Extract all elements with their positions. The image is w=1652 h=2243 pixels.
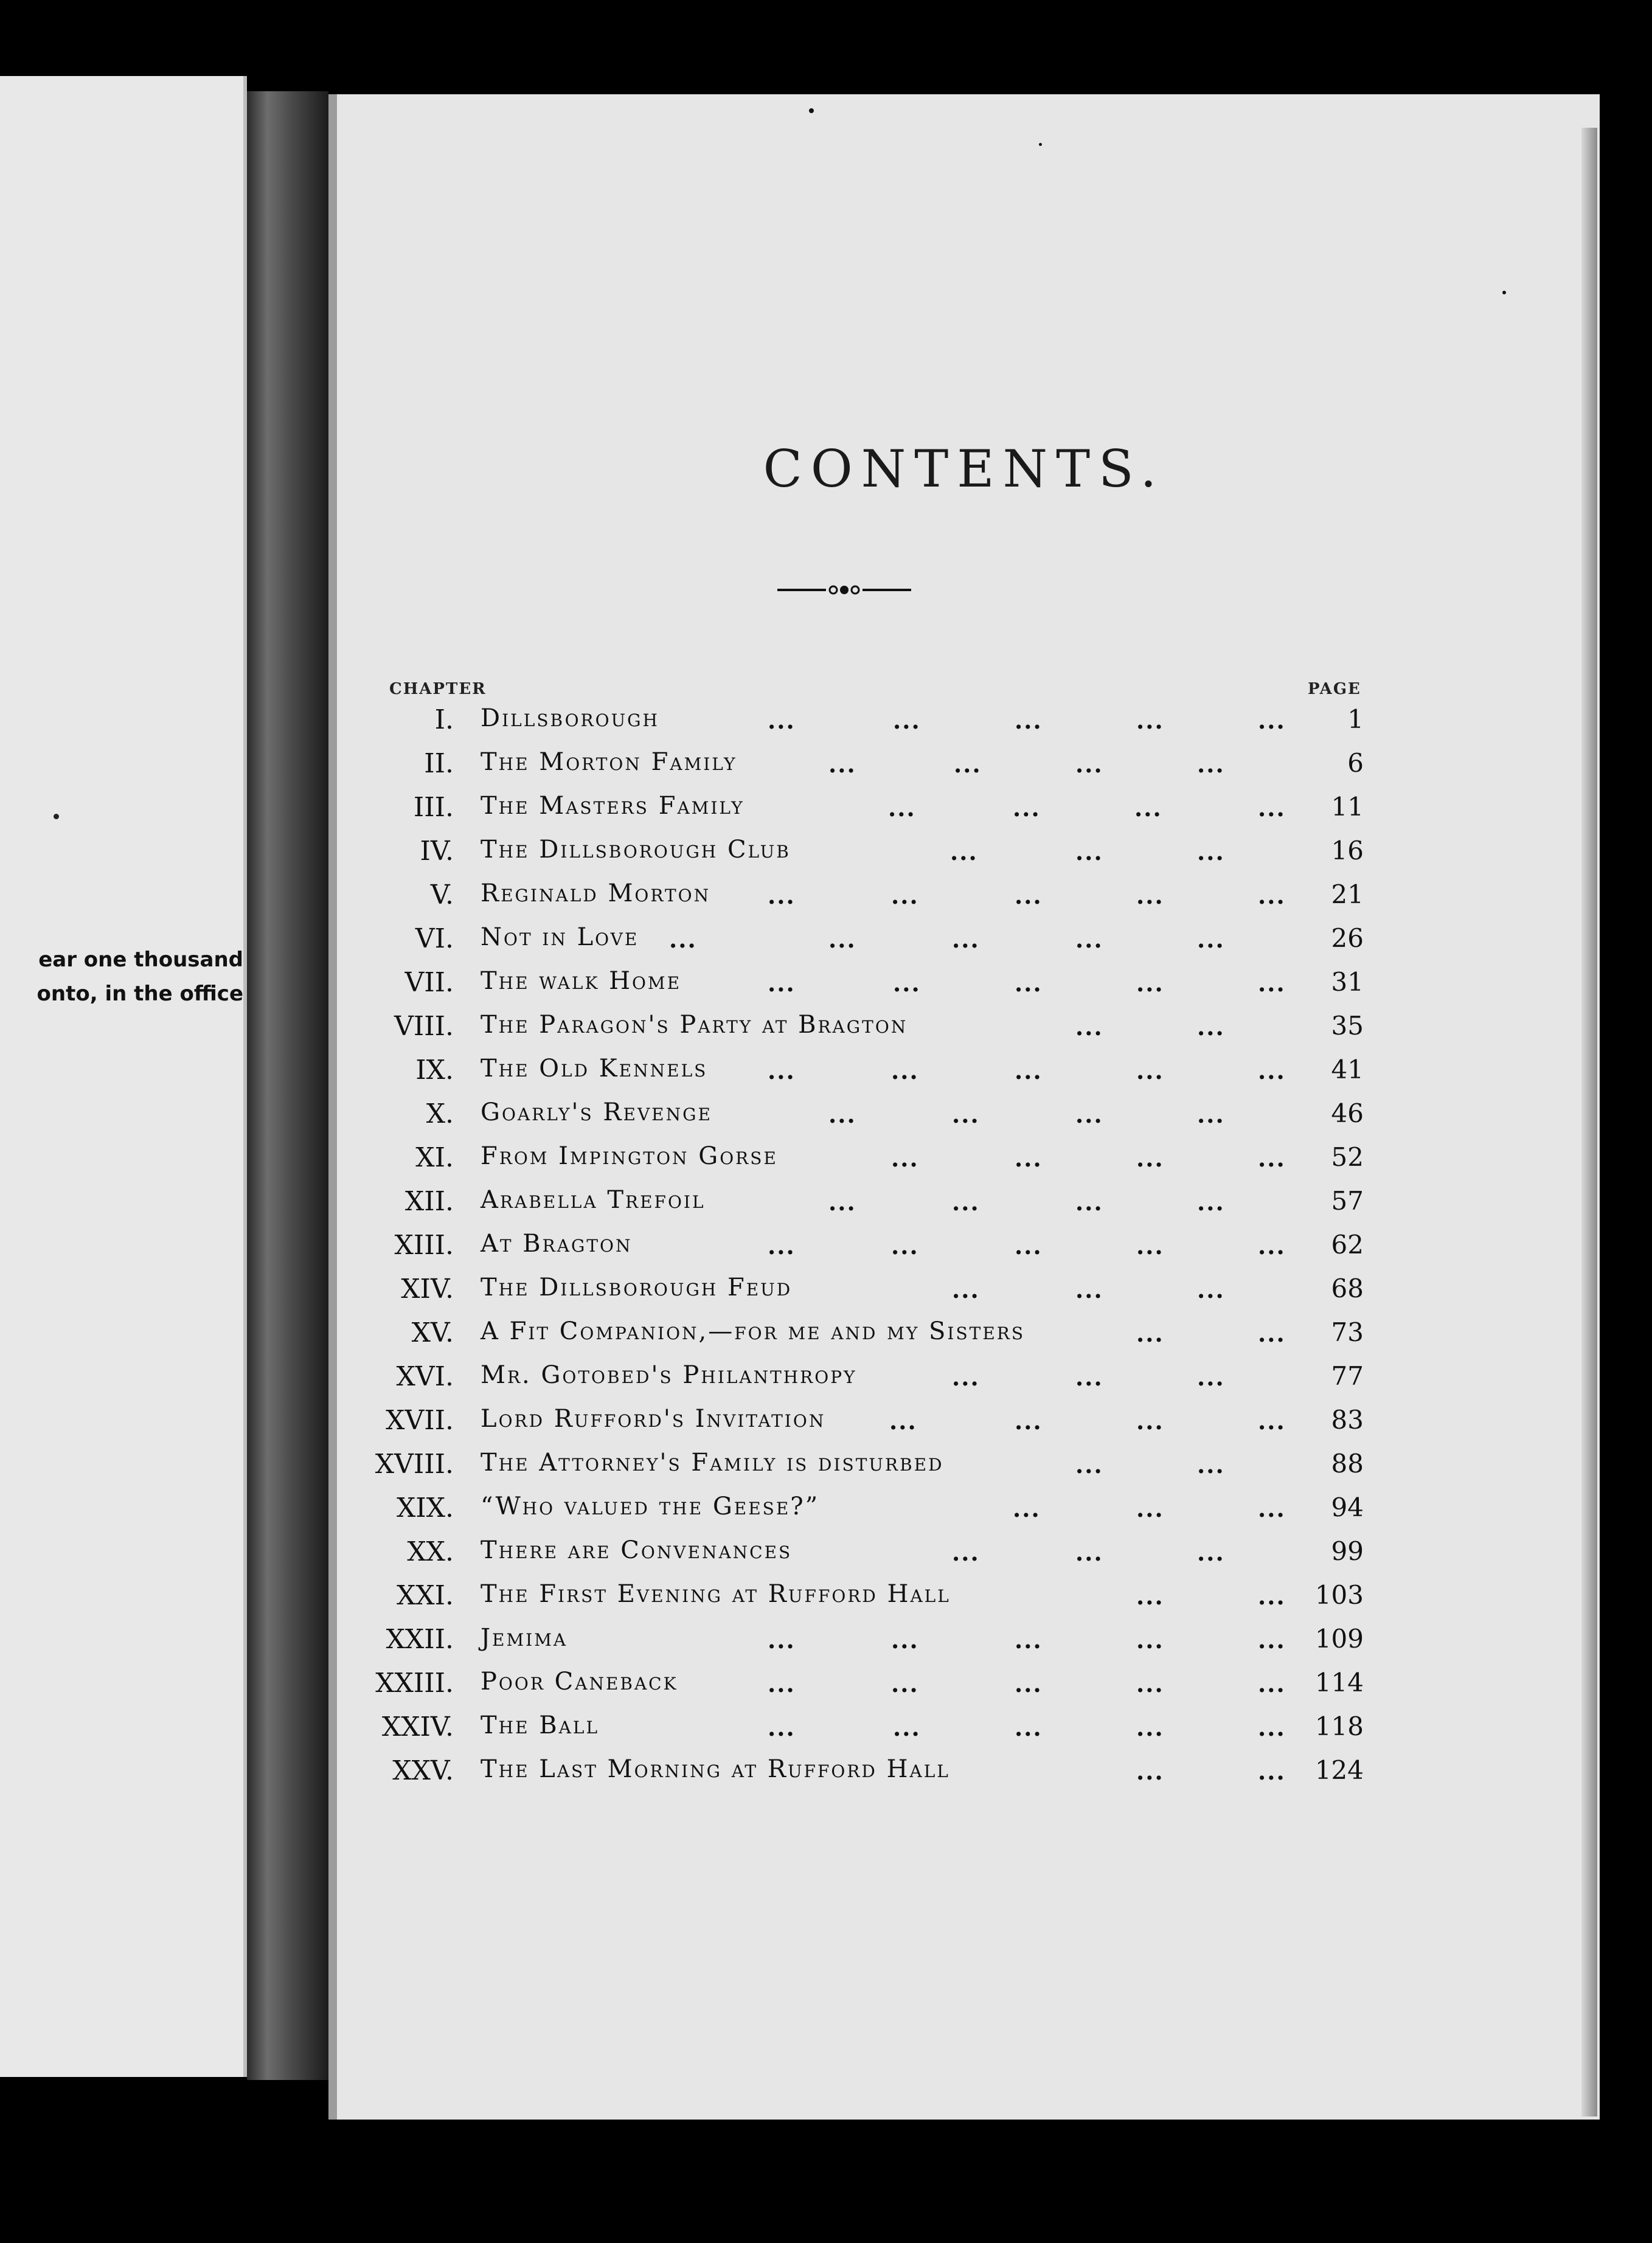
dot-leader: ...	[952, 1364, 980, 1391]
chapter-title: Lord Rufford's Invitation	[481, 1405, 826, 1433]
dot-leader: ...	[1258, 707, 1286, 734]
dot-leader: ...	[893, 1714, 921, 1741]
dot-leader: ...	[1134, 794, 1162, 822]
dot-leader: ...	[1075, 751, 1103, 778]
dot-leader: ...	[1136, 1145, 1164, 1172]
left-page-line-1: ear one thousand	[38, 948, 243, 972]
dot-leader: ...	[1136, 707, 1164, 734]
dot-leader: ...	[1258, 1145, 1286, 1172]
dot-leader: ...	[1075, 1539, 1103, 1566]
chapter-title: From Impington Gorse	[481, 1142, 778, 1170]
chapter-page: 99	[1331, 1536, 1364, 1566]
chapter-page: 118	[1314, 1711, 1364, 1741]
page-title: CONTENTS.	[763, 439, 1165, 499]
dot-leader: ...	[1015, 1145, 1043, 1172]
chapter-title: There are Convenances	[481, 1536, 793, 1564]
chapter-number: XXIII.	[375, 1668, 454, 1699]
dot-leader: ...	[669, 926, 697, 953]
chapter-page: 21	[1331, 879, 1364, 909]
chapter-title: At Bragton	[481, 1230, 633, 1258]
dot-leader: ...	[1136, 1714, 1164, 1741]
dot-leader: ...	[828, 1101, 856, 1128]
dot-leader: ...	[952, 1276, 980, 1303]
chapter-page: 83	[1331, 1405, 1364, 1435]
toc-row	[0, 1668, 1652, 1711]
toc-row	[0, 704, 1652, 748]
speck	[1502, 291, 1506, 294]
chapter-page: 103	[1314, 1580, 1364, 1610]
toc-row	[0, 1361, 1652, 1405]
dot-leader: ...	[768, 1670, 796, 1697]
dot-leader: ...	[1136, 1626, 1164, 1654]
toc-row	[0, 836, 1652, 879]
dot-leader: ...	[1258, 1495, 1286, 1522]
dot-leader: ...	[1136, 1320, 1164, 1347]
speck	[1039, 143, 1042, 146]
chapter-number: VII.	[404, 967, 454, 998]
dot-leader: ...	[889, 1407, 917, 1435]
chapter-title: The Old Kennels	[481, 1055, 708, 1083]
dot-leader: ...	[1136, 1232, 1164, 1260]
chapter-number: XXI.	[396, 1580, 454, 1611]
dot-leader: ...	[891, 882, 919, 909]
toc-row	[0, 1624, 1652, 1668]
toc-row	[0, 1098, 1652, 1142]
chapter-title: A Fit Companion,—for me and my Sisters	[481, 1317, 1026, 1345]
dot-leader: ...	[1136, 1495, 1164, 1522]
dot-leader: ...	[888, 794, 916, 822]
dot-leader: ...	[1258, 1626, 1286, 1654]
dot-leader: ...	[1197, 751, 1225, 778]
chapter-title: The Attorney's Family is disturbed	[481, 1449, 944, 1477]
toc-row	[0, 1274, 1652, 1317]
chapter-number: XIII.	[394, 1230, 454, 1261]
chapter-number: VIII.	[394, 1011, 454, 1042]
toc-row	[0, 1317, 1652, 1361]
dot-leader: ...	[1197, 1364, 1225, 1391]
dot-leader: ...	[1258, 1320, 1286, 1347]
dot-leader: ...	[952, 1101, 980, 1128]
chapter-number: XIV.	[401, 1274, 454, 1305]
toc-row	[0, 1755, 1652, 1799]
dot-leader: ...	[768, 882, 796, 909]
toc-row	[0, 1711, 1652, 1755]
chapter-page: 41	[1331, 1055, 1364, 1084]
chapter-page: 68	[1331, 1274, 1364, 1303]
dot-leader: ...	[1136, 1758, 1164, 1785]
chapter-page: 35	[1331, 1011, 1364, 1041]
speck	[809, 108, 814, 113]
chapter-number: VI.	[415, 923, 454, 954]
dot-leader: ...	[1015, 707, 1043, 734]
dot-leader: ...	[1015, 1057, 1043, 1084]
chapter-title: Not in Love	[481, 923, 639, 951]
toc-row	[0, 1011, 1652, 1055]
dot-leader: ...	[1015, 882, 1043, 909]
dot-leader: ...	[1258, 1714, 1286, 1741]
dot-leader: ...	[1075, 1451, 1103, 1479]
dot-leader: ...	[828, 926, 856, 953]
toc-row	[0, 1449, 1652, 1492]
toc-row	[0, 1492, 1652, 1536]
dot-leader: ...	[1258, 1670, 1286, 1697]
dot-leader: ...	[1258, 969, 1286, 997]
toc-row	[0, 1186, 1652, 1230]
dot-leader: ...	[1013, 1495, 1041, 1522]
dot-leader: ...	[1258, 1232, 1286, 1260]
chapter-number: XV.	[411, 1317, 454, 1348]
dot-leader: ...	[768, 1626, 796, 1654]
dot-leader: ...	[768, 1714, 796, 1741]
chapter-number: II.	[424, 748, 454, 779]
chapter-title: The Paragon's Party at Bragton	[481, 1011, 908, 1039]
chapter-title: The Last Morning at Rufford Hall	[481, 1755, 950, 1783]
chapter-number: III.	[413, 792, 454, 823]
dot-leader: ...	[1197, 838, 1225, 865]
dot-leader: ...	[1136, 1407, 1164, 1435]
chapter-title: Poor Caneback	[481, 1668, 678, 1696]
chapter-title: The First Evening at Rufford Hall	[481, 1580, 951, 1608]
chapter-number: V.	[430, 879, 454, 910]
dot-leader: ...	[1258, 1583, 1286, 1610]
chapter-title: Reginald Morton	[481, 879, 711, 907]
chapter-number: IV.	[420, 836, 454, 867]
chapter-title: The Masters Family	[481, 792, 744, 820]
dot-leader: ...	[952, 926, 980, 953]
dot-leader: ...	[1258, 1758, 1286, 1785]
dot-leader: ...	[1075, 838, 1103, 865]
chapter-number: XIX.	[396, 1492, 454, 1524]
toc-row	[0, 1142, 1652, 1186]
chapter-title: The Dillsborough Feud	[481, 1274, 793, 1302]
chapter-page: 31	[1331, 967, 1364, 997]
chapter-title: The Ball	[481, 1711, 600, 1739]
chapter-page: 77	[1331, 1361, 1364, 1391]
chapter-number: XXIV.	[381, 1711, 454, 1742]
chapter-title: “Who valued the Geese?”	[481, 1492, 820, 1520]
chapter-page: 124	[1314, 1755, 1364, 1785]
dot-leader: ...	[1136, 1057, 1164, 1084]
chapter-page: 57	[1331, 1186, 1364, 1216]
dot-leader: ...	[828, 1188, 856, 1216]
dot-leader: ...	[1197, 1451, 1225, 1479]
dot-leader: ...	[1136, 1670, 1164, 1697]
chapter-page: 88	[1331, 1449, 1364, 1479]
chapter-number: XI.	[415, 1142, 454, 1173]
dot-leader: ...	[950, 838, 978, 865]
toc-row	[0, 792, 1652, 836]
dot-leader: ...	[891, 1232, 919, 1260]
dot-leader: ...	[891, 1670, 919, 1697]
chapter-number: XVIII.	[375, 1449, 454, 1480]
chapter-title: Arabella Trefoil	[481, 1186, 706, 1214]
dot-leader: ...	[891, 1626, 919, 1654]
chapter-number: XVII.	[386, 1405, 454, 1436]
chapter-column-header: CHAPTER	[389, 680, 487, 698]
dot-leader: ...	[1075, 1276, 1103, 1303]
dot-leader: ...	[1197, 1539, 1225, 1566]
chapter-page: 73	[1331, 1317, 1364, 1347]
toc-row	[0, 1230, 1652, 1274]
chapter-title: The Dillsborough Club	[481, 836, 791, 864]
left-page-line-2: onto, in the office	[36, 982, 243, 1006]
dot-leader: ...	[1015, 1232, 1043, 1260]
chapter-number: XXII.	[386, 1624, 454, 1655]
toc-row	[0, 923, 1652, 967]
dot-leader: ...	[1197, 1101, 1225, 1128]
toc-row	[0, 748, 1652, 792]
dot-leader: ...	[1015, 1407, 1043, 1435]
dot-leader: ...	[1197, 1188, 1225, 1216]
dot-leader: ...	[891, 1145, 919, 1172]
dot-leader: ...	[1136, 1583, 1164, 1610]
dot-leader: ...	[768, 1232, 796, 1260]
chapter-number: IX.	[415, 1055, 454, 1086]
dot-leader: ...	[1015, 1714, 1043, 1741]
chapter-page: 94	[1331, 1492, 1364, 1522]
chapter-page: 1	[1347, 704, 1364, 734]
dot-leader: ...	[1013, 794, 1041, 822]
chapter-title: Jemima	[481, 1624, 568, 1652]
dot-leader: ...	[1258, 794, 1286, 822]
chapter-title: Goarly's Revenge	[481, 1098, 712, 1126]
toc-row	[0, 1580, 1652, 1624]
dot-leader: ...	[1197, 926, 1225, 953]
chapter-page: 26	[1331, 923, 1364, 953]
page-column-header: PAGE	[1308, 680, 1361, 698]
chapter-title: Mr. Gotobed's Philanthropy	[481, 1361, 857, 1389]
dot-leader: ...	[1075, 1013, 1103, 1041]
dot-leader: ...	[1075, 1188, 1103, 1216]
dot-leader: ...	[1197, 1013, 1225, 1041]
toc-row	[0, 1405, 1652, 1449]
chapter-page: 52	[1331, 1142, 1364, 1172]
dot-leader: ...	[768, 1057, 796, 1084]
toc-row	[0, 967, 1652, 1011]
dot-leader: ...	[952, 1188, 980, 1216]
chapter-title: Dillsborough	[481, 704, 659, 732]
toc-row	[0, 1055, 1652, 1098]
chapter-number: XVI.	[396, 1361, 454, 1392]
dot-leader: ...	[952, 1539, 980, 1566]
chapter-page: 109	[1314, 1624, 1364, 1654]
dot-leader: ...	[891, 1057, 919, 1084]
chapter-page: 16	[1331, 836, 1364, 865]
toc-row	[0, 1536, 1652, 1580]
toc-row	[0, 879, 1652, 923]
dot-leader: ...	[1075, 1101, 1103, 1128]
dot-leader: ...	[1015, 1670, 1043, 1697]
ornament-divider-icon	[777, 581, 911, 599]
chapter-number: XX.	[407, 1536, 454, 1567]
chapter-title: The Morton Family	[481, 748, 737, 776]
chapter-page: 62	[1331, 1230, 1364, 1260]
dot-leader: ...	[1015, 969, 1043, 997]
chapter-page: 6	[1347, 748, 1364, 778]
chapter-page: 46	[1331, 1098, 1364, 1128]
dot-leader: ...	[893, 707, 921, 734]
dot-leader: ...	[893, 969, 921, 997]
dot-leader: ...	[1015, 1626, 1043, 1654]
dot-leader: ...	[1197, 1276, 1225, 1303]
dot-leader: ...	[768, 707, 796, 734]
dot-leader: ...	[1258, 1407, 1286, 1435]
dot-leader: ...	[828, 751, 856, 778]
chapter-page: 11	[1331, 792, 1364, 822]
chapter-number: I.	[434, 704, 454, 735]
dot-leader: ...	[1258, 1057, 1286, 1084]
chapter-number: X.	[426, 1098, 454, 1129]
chapter-title: The walk Home	[481, 967, 682, 995]
dot-leader: ...	[1075, 1364, 1103, 1391]
dot-leader: ...	[1136, 882, 1164, 909]
dot-leader: ...	[1075, 926, 1103, 953]
chapter-number: XII.	[404, 1186, 454, 1217]
dot-leader: ...	[768, 969, 796, 997]
dot-leader: ...	[1258, 882, 1286, 909]
chapter-page: 114	[1314, 1668, 1364, 1697]
dot-leader: ...	[954, 751, 982, 778]
chapter-number: XXV.	[392, 1755, 454, 1786]
dot-leader: ...	[1136, 969, 1164, 997]
